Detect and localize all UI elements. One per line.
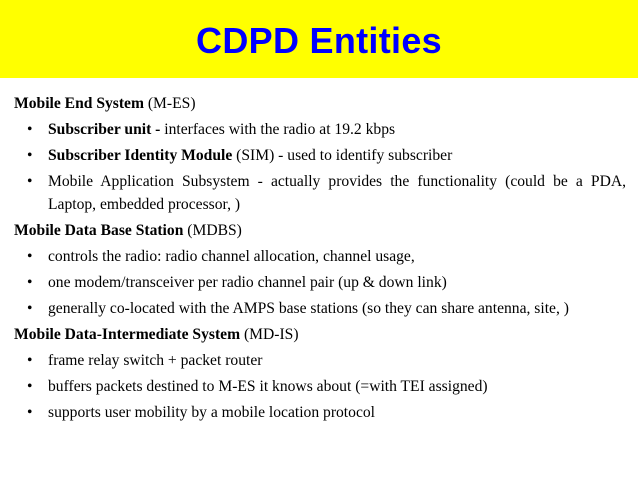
list-item-text: Mobile Application Subsystem - actually provides the functionality (could be a PDA, Laptop, embedded processor, ) bbox=[48, 173, 626, 213]
bullet-icon: • bbox=[27, 404, 33, 421]
list-item-bold: Subscriber unit - bbox=[48, 121, 161, 138]
bullet-icon: • bbox=[27, 121, 33, 138]
section-heading-rest: (MD-IS) bbox=[240, 326, 299, 343]
list-item bbox=[14, 271, 626, 294]
list-item bbox=[14, 118, 626, 141]
section-mobile-data-intermediate-system bbox=[14, 323, 626, 424]
list-item-text: supports user mobility by a mobile location protocol bbox=[48, 404, 375, 421]
bullet-icon: • bbox=[27, 352, 33, 369]
section-mobile-end-system bbox=[14, 92, 626, 216]
list-item bbox=[14, 401, 626, 424]
section-mobile-data-base-station bbox=[14, 219, 626, 320]
section-heading-rest: (MDBS) bbox=[183, 222, 242, 239]
list-item bbox=[14, 375, 626, 398]
section-heading-bold: Mobile Data-Intermediate System bbox=[14, 326, 241, 343]
list-item-text: generally co-located with the AMPS base stations (so they can share antenna, site, ) bbox=[48, 300, 569, 317]
slide-content bbox=[14, 92, 626, 427]
section-heading-bold: Mobile Data Base Station bbox=[14, 222, 184, 239]
list-item-text: controls the radio: radio channel allocation, channel usage, bbox=[48, 248, 415, 265]
bullet-icon: • bbox=[27, 274, 33, 291]
list-item-text: one modem/transceiver per radio channel pair (up & down link) bbox=[48, 274, 447, 291]
list-item bbox=[14, 144, 626, 167]
bullet-list bbox=[14, 118, 626, 216]
list-item-bold: Subscriber Identity Module bbox=[48, 147, 233, 164]
list-item-text: (SIM) - used to identify subscriber bbox=[232, 147, 453, 164]
section-heading bbox=[14, 219, 626, 242]
bullet-list bbox=[14, 349, 626, 424]
list-item-text: buffers packets destined to M-ES it knows about (=with TEI assigned) bbox=[48, 378, 488, 395]
list-item bbox=[14, 245, 626, 268]
bullet-icon: • bbox=[27, 378, 33, 395]
slide-title: CDPD Entities bbox=[196, 20, 442, 61]
section-heading-rest: (M-ES) bbox=[143, 95, 196, 112]
bullet-icon: • bbox=[27, 300, 33, 317]
section-heading bbox=[14, 92, 626, 115]
title-bar bbox=[0, 0, 638, 78]
bullet-icon: • bbox=[27, 248, 33, 265]
section-heading-bold: Mobile End System bbox=[14, 95, 144, 112]
bullet-icon: • bbox=[27, 147, 33, 164]
list-item bbox=[14, 170, 626, 216]
list-item bbox=[14, 297, 626, 320]
list-item-text: frame relay switch + packet router bbox=[48, 352, 263, 369]
section-heading bbox=[14, 323, 626, 346]
bullet-list bbox=[14, 245, 626, 320]
list-item-text: interfaces with the radio at 19.2 kbps bbox=[160, 121, 396, 138]
list-item bbox=[14, 349, 626, 372]
bullet-icon: • bbox=[27, 173, 33, 190]
